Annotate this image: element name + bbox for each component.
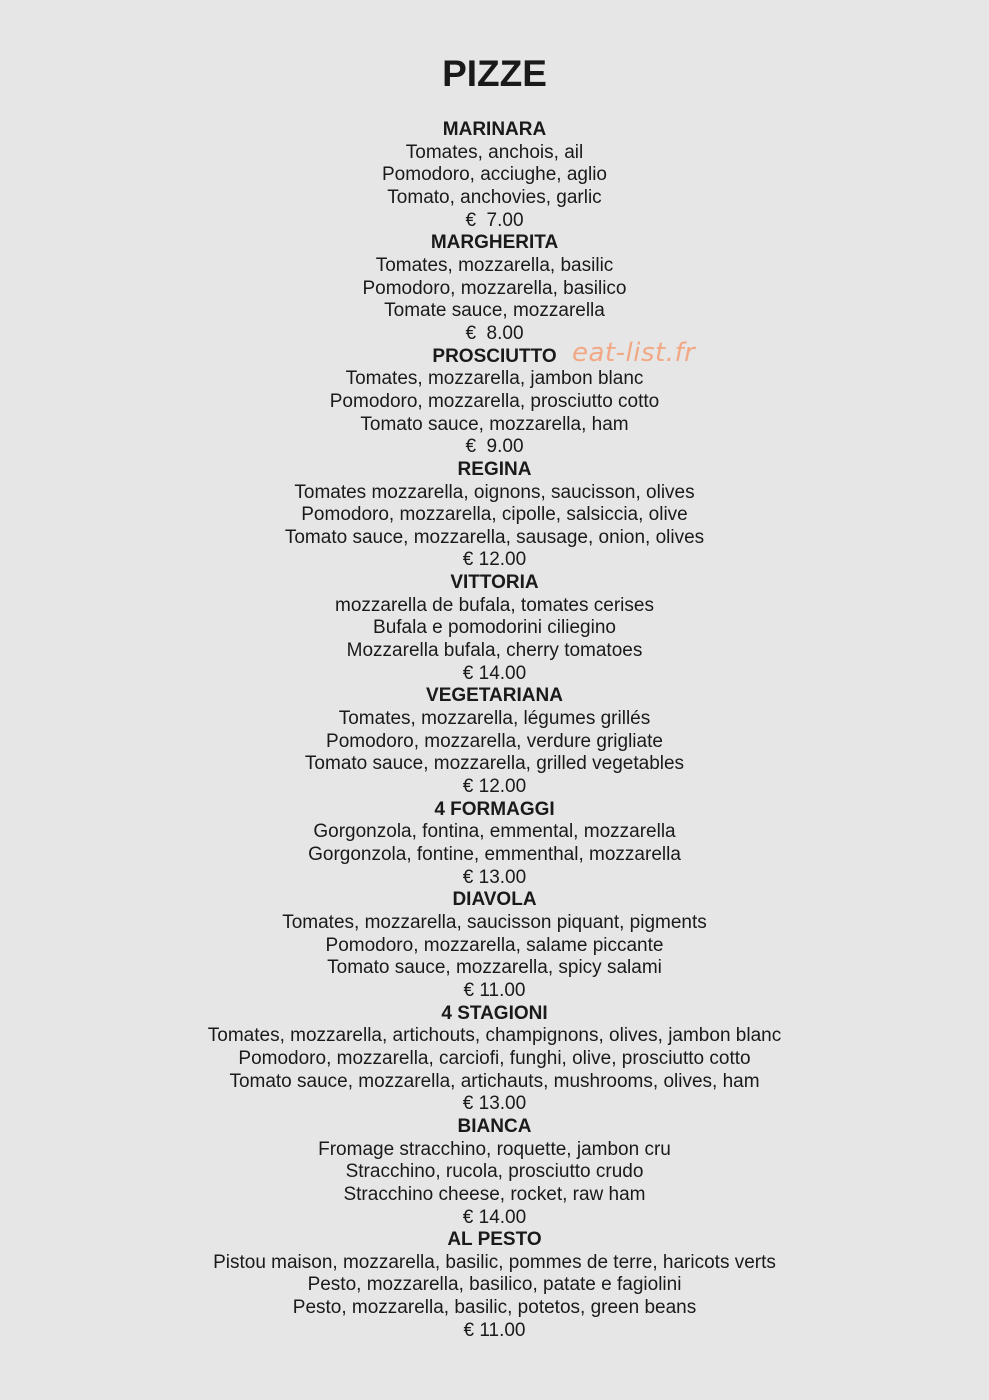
item-description: Bufala e pomodorini ciliegino bbox=[373, 617, 616, 639]
item-description: Tomate sauce, mozzarella bbox=[384, 300, 605, 322]
item-name: MARGHERITA bbox=[430, 232, 559, 254]
menu-item bbox=[0, 232, 989, 345]
item-description: Pistou maison, mozzarella, basilic, pommes de terre, haricots verts bbox=[213, 1251, 776, 1273]
item-name: REGINA bbox=[457, 458, 532, 480]
item-description: Stracchino cheese, rocket, raw ham bbox=[343, 1183, 646, 1205]
item-price: € 11.00 bbox=[463, 979, 526, 1001]
item-description: Pesto, mozzarella, basilic, potetos, green beans bbox=[292, 1297, 697, 1319]
menu-item bbox=[0, 685, 989, 798]
watermark-logo: eat-list.fr bbox=[572, 338, 696, 368]
item-description: Tomato sauce, mozzarella, artichauts, mushrooms, olives, ham bbox=[229, 1070, 760, 1092]
item-description: Tomates, mozzarella, basilic bbox=[375, 254, 614, 276]
menu-item bbox=[0, 1116, 989, 1229]
item-description: Gorgonzola, fontine, emmenthal, mozzarella bbox=[308, 844, 681, 865]
pizza-menu bbox=[0, 119, 989, 1342]
item-description: Pomodoro, mozzarella, carciofi, funghi, olive, prosciutto cotto bbox=[238, 1047, 751, 1069]
item-price: € 9.00 bbox=[465, 436, 524, 458]
item-description: Tomates mozzarella, oignons, saucisson, olives bbox=[294, 481, 695, 503]
item-description: Fromage stracchino, roquette, jambon cru bbox=[318, 1138, 671, 1160]
item-description: Tomato, anchovies, garlic bbox=[387, 186, 602, 208]
item-name: VITTORIA bbox=[450, 572, 539, 594]
menu-item bbox=[0, 1229, 989, 1342]
item-name: DIAVOLA bbox=[452, 889, 537, 911]
item-description: Mozzarella bufala, cherry tomatoes bbox=[346, 640, 643, 662]
item-description: Tomato sauce, mozzarella, spicy salami bbox=[327, 957, 662, 979]
menu-item bbox=[0, 799, 989, 890]
menu-item bbox=[0, 1003, 989, 1116]
item-price: € 12.00 bbox=[462, 549, 527, 571]
item-name: PROSCIUTTO bbox=[432, 345, 557, 367]
item-name: MARINARA bbox=[442, 119, 547, 140]
item-description: Pomodoro, mozzarella, cipolle, salsiccia, olive bbox=[301, 504, 688, 526]
item-description: Pomodoro, mozzarella, prosciutto cotto bbox=[329, 390, 660, 412]
item-description: Pomodoro, mozzarella, salame piccante bbox=[325, 934, 664, 956]
item-price: € 13.00 bbox=[462, 866, 527, 888]
item-description: Pomodoro, mozzarella, verdure grigliate bbox=[326, 730, 663, 752]
menu-item bbox=[0, 889, 989, 1002]
menu-item bbox=[0, 346, 989, 459]
item-description: Gorgonzola, fontina, emmental, mozzarella bbox=[313, 821, 676, 843]
item-description: Tomato sauce, mozzarella, sausage, onion, olives bbox=[284, 526, 705, 548]
item-price: € 14.00 bbox=[462, 1206, 527, 1228]
item-price: € 14.00 bbox=[462, 662, 527, 684]
item-description: Tomates, mozzarella, artichouts, champignons, olives, jambon blanc bbox=[207, 1025, 782, 1047]
item-price: € 11.00 bbox=[463, 1319, 526, 1341]
item-description: Tomato sauce, mozzarella, grilled vegetables bbox=[304, 753, 685, 775]
item-description: Tomates, mozzarella, légumes grillés bbox=[338, 708, 651, 730]
menu-item bbox=[0, 119, 989, 232]
item-description: Tomato sauce, mozzarella, ham bbox=[360, 413, 629, 435]
item-price: € 8.00 bbox=[465, 322, 524, 344]
menu-item bbox=[0, 572, 989, 685]
item-price: € 12.00 bbox=[462, 776, 527, 798]
item-name: AL PESTO bbox=[447, 1229, 542, 1251]
item-description: Tomates, anchois, ail bbox=[405, 141, 584, 163]
item-description: Tomates, mozzarella, saucisson piquant, pigments bbox=[282, 911, 707, 933]
menu-item bbox=[0, 459, 989, 572]
item-price: € 13.00 bbox=[462, 1093, 527, 1115]
item-price: € 7.00 bbox=[465, 209, 524, 231]
item-description: Pomodoro, mozzarella, basilico bbox=[362, 277, 627, 299]
item-description: Stracchino, rucola, prosciutto crudo bbox=[345, 1161, 644, 1183]
page-title: PIZZE bbox=[442, 53, 547, 94]
item-description: Tomates, mozzarella, jambon blanc bbox=[345, 368, 644, 390]
item-name: 4 FORMAGGI bbox=[434, 798, 555, 820]
item-description: mozzarella de bufala, tomates cerises bbox=[335, 594, 654, 616]
item-name: BIANCA bbox=[457, 1115, 532, 1137]
item-name: VEGETARIANA bbox=[426, 685, 563, 707]
item-description: Pesto, mozzarella, basilico, patate e fagiolini bbox=[307, 1274, 682, 1296]
item-name: 4 STAGIONI bbox=[441, 1002, 548, 1024]
item-description: Pomodoro, acciughe, aglio bbox=[382, 164, 607, 186]
